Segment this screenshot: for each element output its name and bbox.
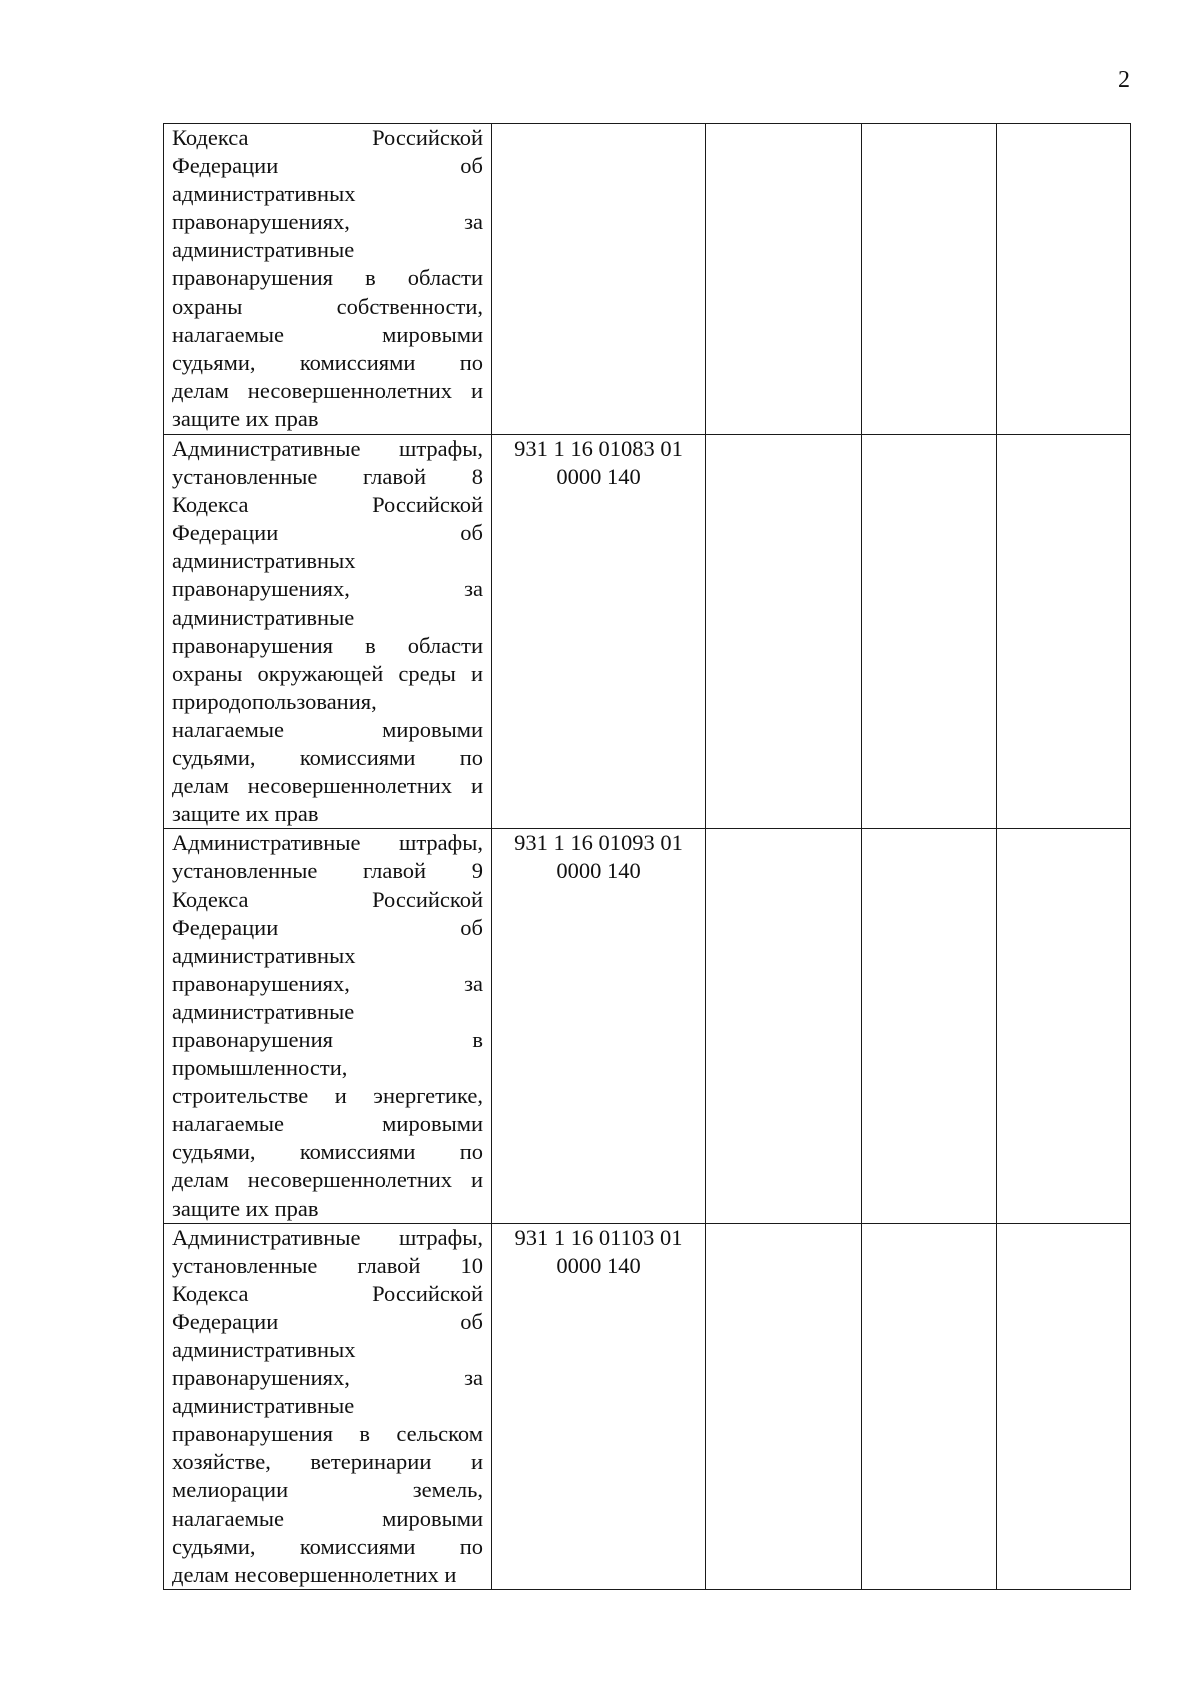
budget-code-line: 931 1 16 01083 01: [514, 436, 683, 461]
description-line: правонарушениях, за: [172, 209, 483, 235]
description-line: административные: [172, 1393, 355, 1419]
description-cell: [164, 435, 492, 829]
description-line: Кодекса Российской: [172, 886, 483, 912]
table: [163, 123, 1131, 1590]
description-line: судьями, комиссиями по: [172, 745, 483, 771]
description-line: защите их прав: [172, 1195, 319, 1221]
description-line: защите их прав: [172, 405, 319, 431]
code-cell: [492, 1223, 706, 1589]
empty-cell: [862, 124, 997, 435]
description-line: налагаемые мировыми: [172, 716, 483, 742]
description-line: налагаемые мировыми: [172, 1111, 483, 1137]
budget-code-line: 0000 140: [556, 1252, 641, 1278]
empty-cell: [706, 124, 862, 435]
empty-cell: [706, 1223, 862, 1589]
empty-cell: [997, 1223, 1131, 1589]
description-line: мелиорации земель,: [172, 1477, 483, 1503]
budget-code-line: 931 1 16 01093 01: [514, 830, 683, 856]
description-line: делам несовершеннолетних и: [172, 377, 483, 403]
revenue-codes-table: [163, 123, 1130, 1587]
table-row: [164, 124, 1131, 435]
code-cell: [492, 435, 706, 829]
description-line: Кодекса Российской: [172, 1280, 483, 1306]
description-line: защите их прав: [172, 801, 319, 827]
description-line: охраны собственности,: [172, 293, 483, 319]
table-row: [164, 435, 1131, 829]
description-line: Кодекса Российской: [172, 125, 483, 150]
empty-cell: [862, 829, 997, 1223]
description-line: Федерации об: [172, 1308, 483, 1334]
description-line: Федерации об: [172, 153, 483, 179]
code-cell: [492, 124, 706, 435]
table-body: [164, 124, 1131, 1590]
description-line: строительстве и энергетике,: [172, 1083, 483, 1109]
description-line: административные: [172, 237, 355, 263]
description-line: правонарушениях, за: [172, 1365, 483, 1391]
description-line: природопользования,: [172, 688, 377, 714]
description-line: установленные главой 10: [172, 1252, 483, 1278]
description-line: правонарушения в области: [172, 265, 483, 291]
empty-cell: [997, 124, 1131, 435]
empty-cell: [706, 829, 862, 1223]
description-line: промышленности,: [172, 1055, 348, 1081]
empty-cell: [706, 435, 862, 829]
description-line: делам несовершеннолетних и: [172, 1561, 457, 1587]
description-line: Административные штрафы,: [172, 436, 483, 461]
description-line: административных: [172, 181, 356, 207]
page-number: 2: [1118, 67, 1130, 93]
description-cell: [164, 829, 492, 1223]
description-line: правонарушениях, за: [172, 970, 483, 996]
budget-code-line: 931 1 16 01103 01: [514, 1224, 683, 1250]
description-line: административных: [172, 942, 356, 968]
description-line: делам несовершеннолетних и: [172, 773, 483, 799]
description-line: хозяйстве, ветеринарии и: [172, 1449, 483, 1475]
empty-cell: [862, 435, 997, 829]
budget-code-line: 0000 140: [556, 464, 641, 489]
empty-cell: [997, 435, 1131, 829]
description-line: налагаемые мировыми: [172, 1505, 483, 1531]
description-line: Федерации об: [172, 914, 483, 940]
description-line: Кодекса Российской: [172, 492, 483, 518]
description-line: охраны окружающей среды и: [172, 660, 483, 686]
budget-code-line: 0000 140: [556, 858, 641, 884]
description-cell: [164, 124, 492, 435]
description-line: судьями, комиссиями по: [172, 1533, 483, 1559]
code-cell: [492, 829, 706, 1223]
description-line: административные: [172, 604, 355, 630]
empty-cell: [862, 1223, 997, 1589]
description-line: административных: [172, 548, 356, 574]
description-line: Административные штрафы,: [172, 830, 483, 856]
description-line: судьями, комиссиями по: [172, 1139, 483, 1165]
table-row: [164, 1223, 1131, 1589]
description-line: Административные штрафы,: [172, 1224, 483, 1250]
description-line: судьями, комиссиями по: [172, 349, 483, 375]
description-line: налагаемые мировыми: [172, 321, 483, 347]
description-cell: [164, 1223, 492, 1589]
description-line: Федерации об: [172, 520, 483, 546]
empty-cell: [997, 829, 1131, 1223]
description-line: установленные главой 8: [172, 464, 483, 490]
table-row: [164, 829, 1131, 1223]
description-line: правонарушениях, за: [172, 576, 483, 602]
description-line: правонарушения в области: [172, 632, 483, 658]
description-line: делам несовершеннолетних и: [172, 1167, 483, 1193]
description-line: правонарушения в: [172, 1026, 483, 1052]
description-line: административных: [172, 1337, 356, 1362]
description-line: установленные главой 9: [172, 858, 483, 884]
description-line: административные: [172, 998, 355, 1024]
description-line: правонарушения в сельском: [172, 1421, 483, 1447]
